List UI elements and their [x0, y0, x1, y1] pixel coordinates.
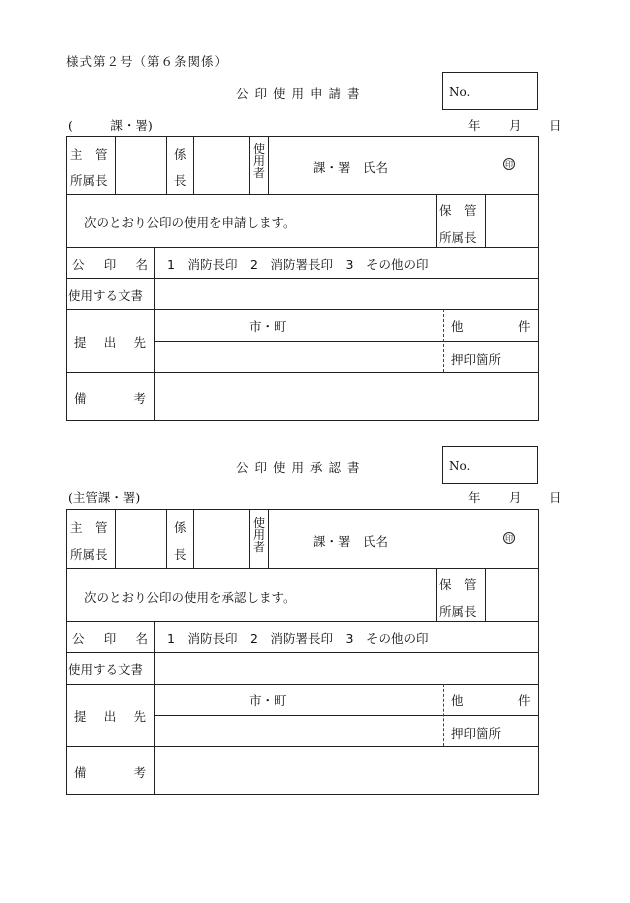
seal-options: 1 消防長印 2 消防署長印 3 その他の印	[167, 257, 429, 272]
form-id: 様式第２号（第６条関係）	[66, 54, 229, 69]
form-title: 公印使用承認書	[236, 460, 366, 475]
biko-label: 備 考	[74, 765, 146, 780]
request-text: 次のとおり公印の使用を申請します。	[84, 215, 296, 230]
ka-sho-name-label: 課・署 氏名	[313, 534, 389, 549]
seal-icon: 印	[505, 534, 513, 543]
date-year: 年	[468, 118, 481, 133]
date-year: 年	[468, 490, 481, 505]
department-label: (主管課・署)	[68, 490, 141, 505]
kakari-label: 係	[174, 147, 187, 162]
hokan-shozokucho-label: 所属長	[439, 230, 477, 245]
stamp-location-label: 押印箇所	[451, 726, 502, 741]
other-label: 他	[451, 693, 464, 708]
date-month: 月	[509, 490, 522, 505]
shukan-label: 主 管	[70, 147, 108, 162]
koin-name-label: 公 印 名	[72, 257, 148, 272]
shozokucho-label: 所属長	[70, 547, 108, 562]
date-day: 日	[549, 490, 562, 505]
biko-label: 備 考	[74, 391, 146, 406]
teishutsu-label: 提 出 先	[74, 709, 146, 724]
cho-label: 長	[174, 173, 187, 188]
hokan-label: 保 管	[439, 203, 477, 218]
document-label: 使用する文書	[68, 662, 144, 677]
city-town-label: 市・町	[249, 319, 287, 334]
approval-text: 次のとおり公印の使用を承認します。	[84, 590, 296, 605]
seal-options: 1 消防長印 2 消防署長印 3 その他の印	[167, 631, 429, 646]
shukan-label: 主 管	[70, 520, 108, 535]
department-label: ( 課・署)	[68, 118, 153, 133]
number-box: No.	[442, 446, 538, 484]
koin-name-label: 公 印 名	[72, 631, 148, 646]
count-label: 件	[518, 693, 531, 708]
hokan-label: 保 管	[439, 577, 477, 592]
seal-icon: 印	[505, 160, 513, 169]
date-day: 日	[549, 118, 562, 133]
shiyosha-label: 使用者	[252, 516, 265, 554]
shozokucho-label: 所属長	[70, 173, 108, 188]
shiyosha-label: 使用者	[252, 142, 265, 180]
other-label: 他	[451, 319, 464, 334]
hokan-shozokucho-label: 所属長	[439, 604, 477, 619]
stamp-location-label: 押印箇所	[451, 352, 502, 367]
teishutsu-label: 提 出 先	[74, 335, 146, 350]
number-box: No.	[442, 72, 538, 110]
count-label: 件	[518, 319, 531, 334]
ka-sho-name-label: 課・署 氏名	[313, 160, 389, 175]
form-title: 公印使用申請書	[236, 86, 366, 101]
date-month: 月	[509, 118, 522, 133]
document-label: 使用する文書	[68, 288, 144, 303]
cho-label: 長	[174, 547, 187, 562]
city-town-label: 市・町	[249, 693, 287, 708]
kakari-label: 係	[174, 520, 187, 535]
